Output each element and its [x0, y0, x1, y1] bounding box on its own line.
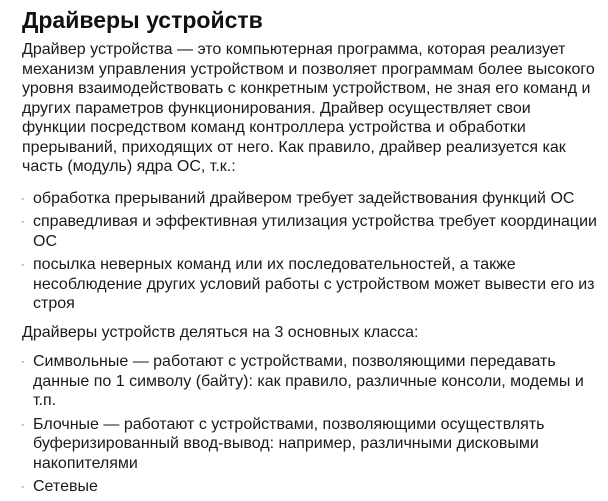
classes-intro-paragraph: Драйверы устройств деляться на 3 основных класса:: [22, 323, 419, 341]
list-item-text: обработка прерываний драйвером требует задействования функций ОС: [33, 189, 575, 207]
list-item: [22, 352, 598, 411]
bullet-icon: ·: [21, 356, 25, 368]
list-item-text: справедливая и эффективная утилизация устройства требует координации ОС: [33, 213, 597, 250]
bullet-icon: ·: [21, 418, 25, 431]
list-item-text: Символьные — работают с устройствами, позволяющими передавать данные по 1 символу (байту): как правило, различные консоли, модемы и т.п.: [33, 353, 584, 409]
reasons-list: [22, 189, 598, 314]
list-item: [22, 255, 598, 314]
page-title: Драйверы устройств: [22, 7, 263, 33]
list-item: [22, 477, 598, 497]
list-item-text: посылка неверных команд или их последовательностей, а также несоблюдение других условий работы с устройством может вывести его из строя: [33, 256, 595, 312]
classes-list: [22, 352, 598, 497]
list-item: [22, 415, 598, 474]
bullet-icon: ·: [21, 481, 25, 493]
bullet-icon: ·: [21, 192, 25, 205]
list-item-text: Блочные — работают с устройствами, позволяющими осуществлять буферизированный ввод-вывод: например, различными дисковыми накопителями: [33, 415, 545, 472]
bullet-icon: ·: [21, 216, 25, 228]
list-item: [22, 189, 598, 209]
list-item: [22, 212, 598, 251]
intro-paragraph: Драйвер устройства — это компьютерная программа, которая реализует механизм управления устройством и позволяет программам более высокого уровня взаимодействовать с конкретным устройством, не зная его команд и других параметров функционирования. Драйвер осуществляет свои функции посредством команд контроллера устройства и обработки прерываний, приходящих от него. Как правило, драйвер реализуется как часть (модуль) ядра ОС, т.к.:: [22, 41, 595, 175]
document-page: [22, 6, 598, 501]
bullet-icon: ·: [21, 259, 25, 271]
list-item-text: Сетевые: [33, 478, 98, 495]
